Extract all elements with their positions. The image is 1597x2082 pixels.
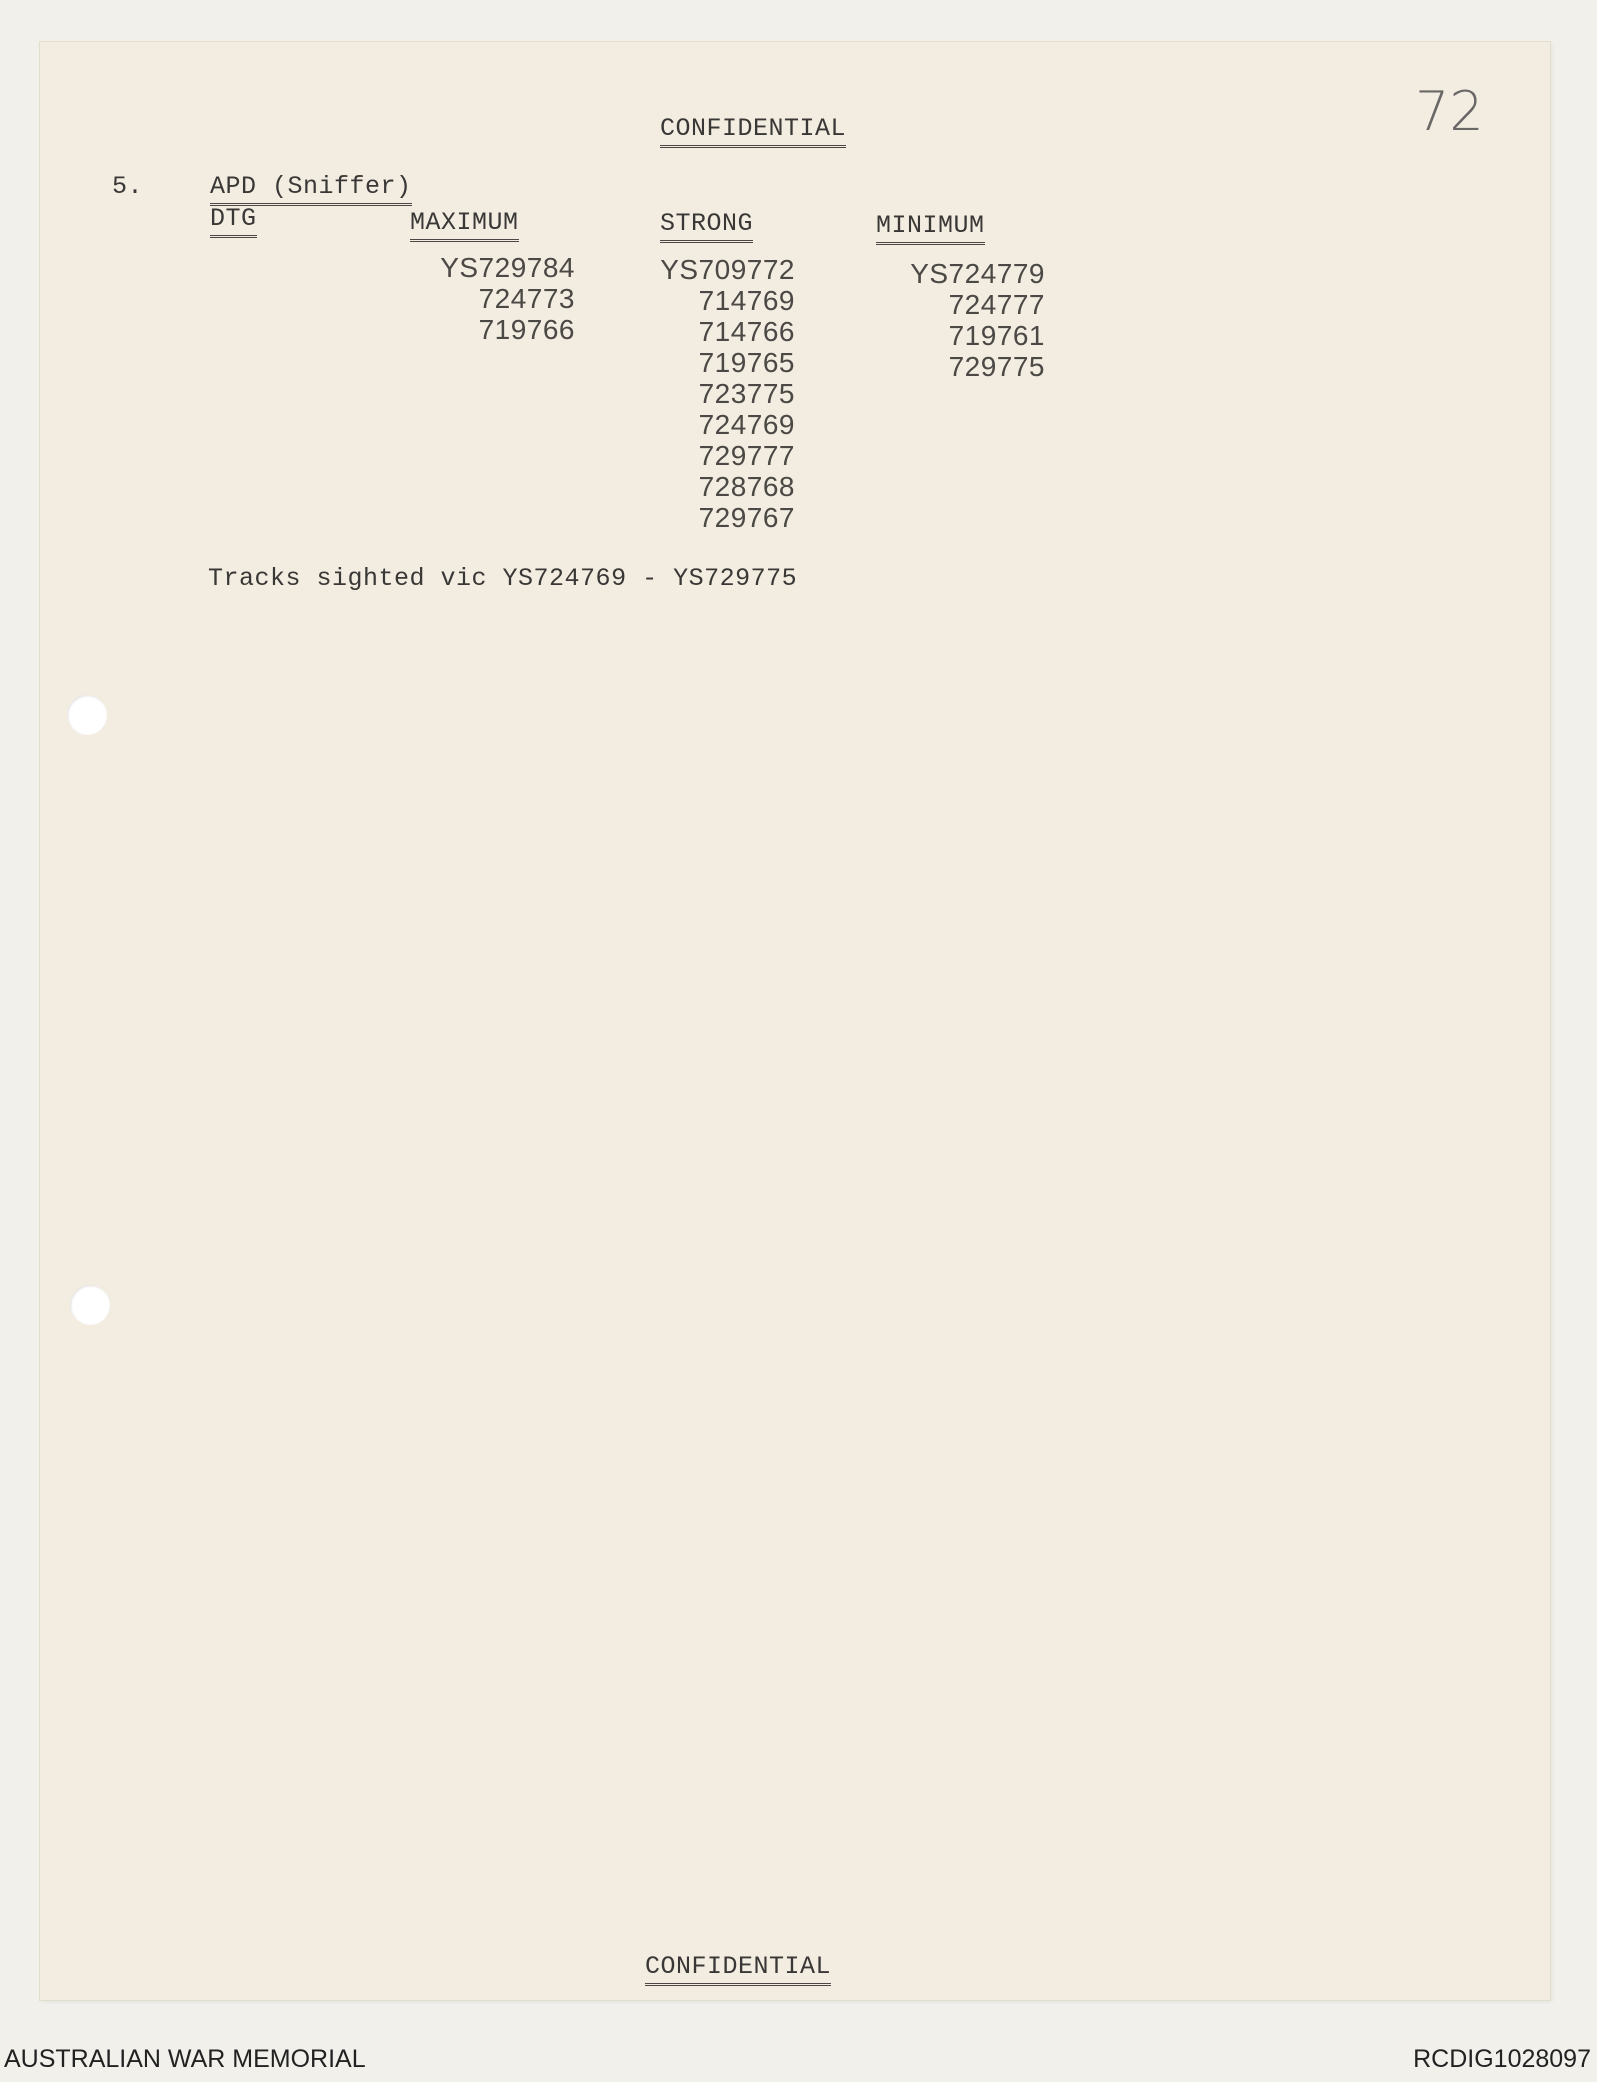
minimum-column: [870, 258, 1045, 382]
punch-hole-lower: [70, 1285, 110, 1325]
section-number: 5.: [112, 172, 144, 201]
strong-value: 729777: [698, 440, 795, 471]
maximum-value: YS729784: [440, 252, 575, 283]
strong-value: 723775: [698, 378, 795, 409]
column-header-maximum: MAXIMUM: [410, 208, 519, 237]
column-header-minimum: MINIMUM: [876, 211, 985, 240]
section-title: APD (Sniffer): [210, 172, 412, 201]
page-number: 72: [1415, 80, 1484, 143]
strong-value: 714766: [698, 316, 795, 347]
strong-value: YS709772: [660, 254, 795, 285]
minimum-value: 719761: [948, 320, 1045, 351]
strong-value: 728768: [698, 471, 795, 502]
archive-reference-label: RCDIG1028097: [1413, 2045, 1591, 2073]
minimum-value: 724777: [948, 289, 1045, 320]
footer-classification: CONFIDENTIAL: [645, 1952, 831, 1981]
strong-column: [620, 254, 795, 533]
archive-source-label: AUSTRALIAN WAR MEMORIAL: [4, 2045, 366, 2073]
punch-hole-upper: [67, 695, 107, 735]
tracks-note: Tracks sighted vic YS724769 - YS729775: [208, 564, 798, 593]
maximum-value: 719766: [478, 314, 575, 345]
header-classification: CONFIDENTIAL: [660, 114, 846, 143]
strong-value: 724769: [698, 409, 795, 440]
strong-value: 719765: [698, 347, 795, 378]
document-page: [40, 42, 1550, 2000]
maximum-column: [400, 252, 575, 345]
strong-value: 729767: [698, 502, 795, 533]
column-header-strong: STRONG: [660, 209, 753, 238]
minimum-value: 729775: [948, 351, 1045, 382]
maximum-value: 724773: [478, 283, 575, 314]
column-header-dtg: DTG: [210, 204, 257, 233]
minimum-value: YS724779: [910, 258, 1045, 289]
strong-value: 714769: [698, 285, 795, 316]
